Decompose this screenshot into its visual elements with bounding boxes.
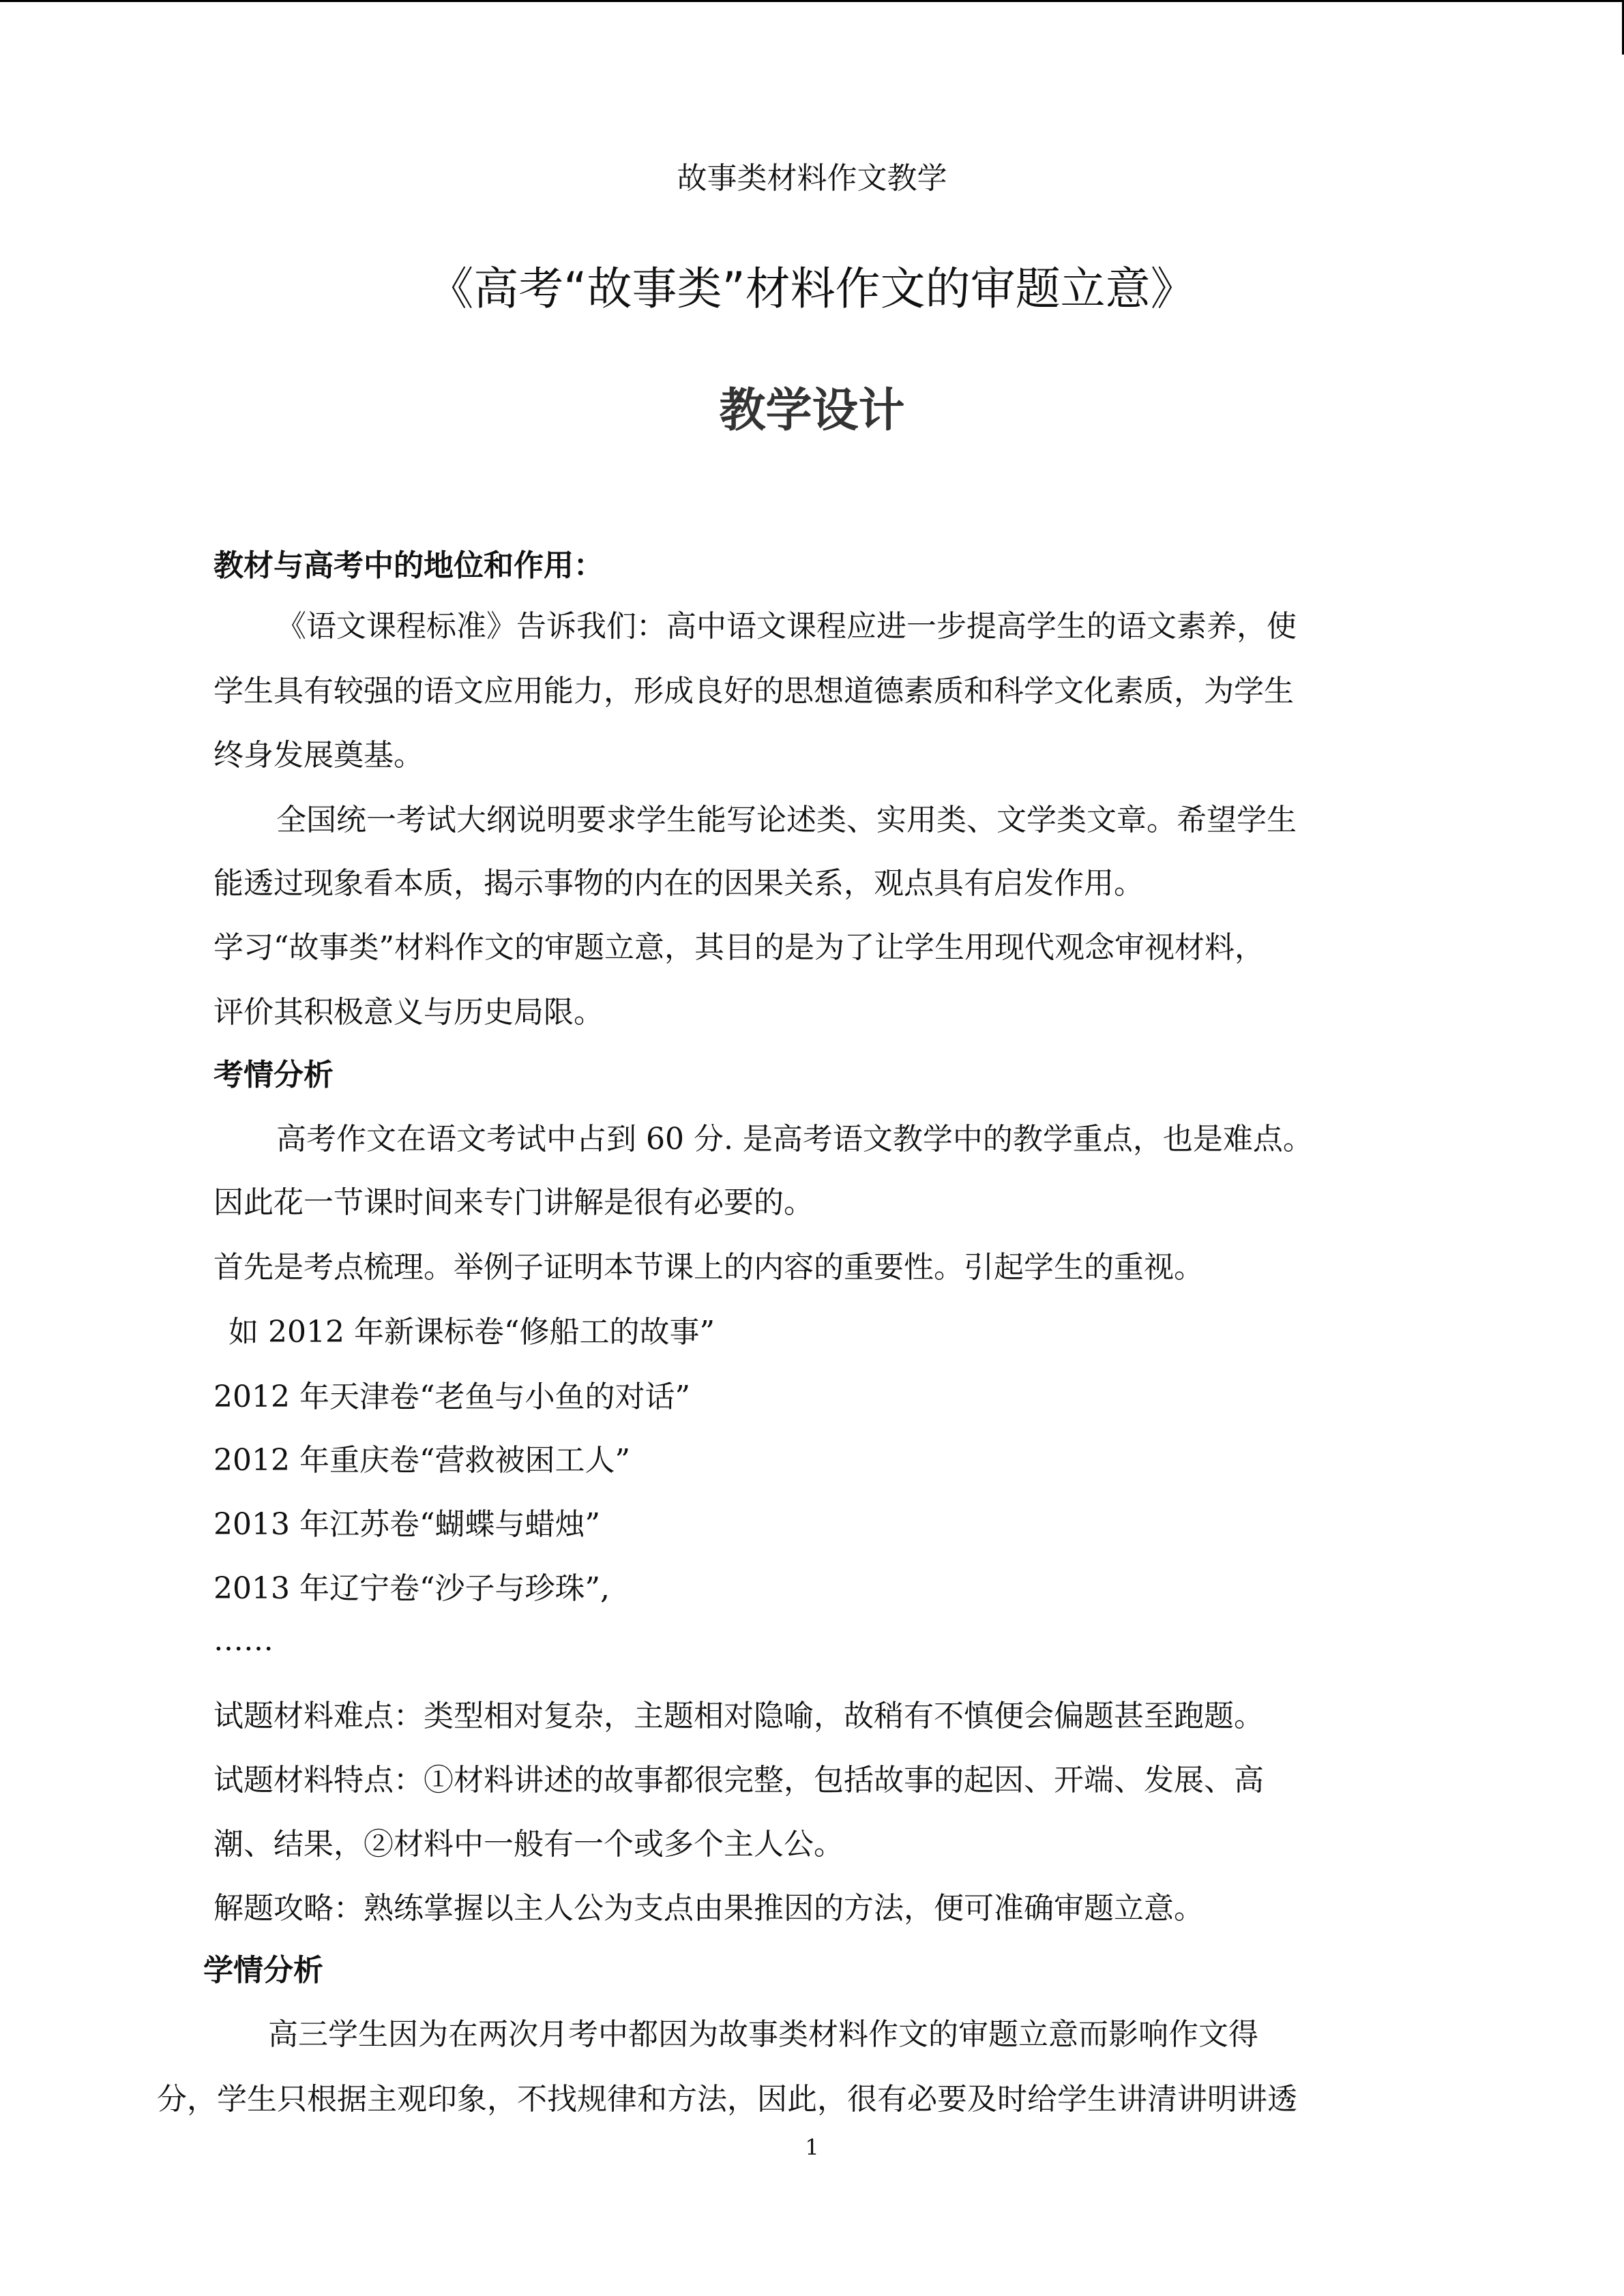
paragraph-line: 高考作文在语文考试中占到 60 分. 是高考语文教学中的教学重点，也是难点。	[276, 1122, 1313, 1157]
paragraph-line: 终身发展奠基。	[213, 738, 424, 773]
paragraph-line: 试题材料特点：①材料讲述的故事都很完整，包括故事的起因、开端、发展、高	[213, 1763, 1264, 1798]
paragraph-line: 能透过现象看本质，揭示事物的内在的因果关系，观点具有启发作用。	[213, 866, 1144, 901]
paragraph-line: 首先是考点梳理。举例子证明本节课上的内容的重要性。引起学生的重视。	[213, 1250, 1204, 1285]
section-heading-position: 教材与高考中的地位和作用：	[213, 548, 604, 583]
paragraph-line: 高三学生因为在两次月考中都因为故事类材料作文的审题立意而影响作文得	[268, 2017, 1258, 2052]
page-subtitle: 教学设计	[719, 384, 905, 438]
paragraph-line: 学生具有较强的语文应用能力，形成良好的思想道德素质和科学文化素质，为学生	[213, 674, 1294, 709]
section-heading-exam-analysis: 考情分析	[213, 1058, 334, 1092]
paragraph-line: 评价其积极意义与历史局限。	[213, 995, 604, 1030]
paragraph-line: 因此花一节课时间来专门讲解是很有必要的。	[213, 1185, 814, 1220]
document-header: 故事类材料作文教学	[677, 161, 947, 196]
exam-example-line: 2013 年辽宁卷“沙子与珍珠”,	[213, 1571, 610, 1606]
exam-example-line: 如 2012 年新课标卷“修船工的故事”	[228, 1315, 715, 1350]
exam-example-line: 2012 年重庆卷“营救被困工人”	[213, 1443, 630, 1478]
exam-example-line: 2012 年天津卷“老鱼与小鱼的对话”	[213, 1380, 690, 1414]
page-title: 《高考“故事类”材料作文的审题立意》	[428, 263, 1196, 315]
exam-example-line: 2013 年江苏卷“蝴蝶与蜡烛”	[213, 1507, 600, 1542]
paragraph-line: 解题攻略：熟练掌握以主人公为支点由果推因的方法，便可准确审题立意。	[213, 1891, 1204, 1926]
page-number: 1	[805, 2134, 819, 2160]
paragraph-line: 《语文课程标准》告诉我们：高中语文课程应进一步提高学生的语文素养，使	[276, 609, 1297, 644]
paragraph-line: 分，学生只根据主观印象，不找规律和方法，因此，很有必要及时给学生讲清讲明讲透	[157, 2082, 1297, 2117]
top-border-line	[0, 0, 1624, 2]
paragraph-line: 试题材料难点：类型相对复杂，主题相对隐喻，故稍有不慎便会偏题甚至跑题。	[213, 1699, 1264, 1733]
ellipsis-line: ……	[213, 1623, 274, 1658]
paragraph-line: 全国统一考试大纲说明要求学生能写论述类、实用类、文学类文章。希望学生	[276, 803, 1297, 837]
paragraph-line: 潮、结果，②材料中一般有一个或多个主人公。	[213, 1827, 844, 1862]
section-heading-student-analysis: 学情分析	[203, 1953, 323, 1988]
paragraph-line: 学习“故事类”材料作文的审题立意，其目的是为了让学生用现代观念审视材料，	[213, 930, 1265, 965]
